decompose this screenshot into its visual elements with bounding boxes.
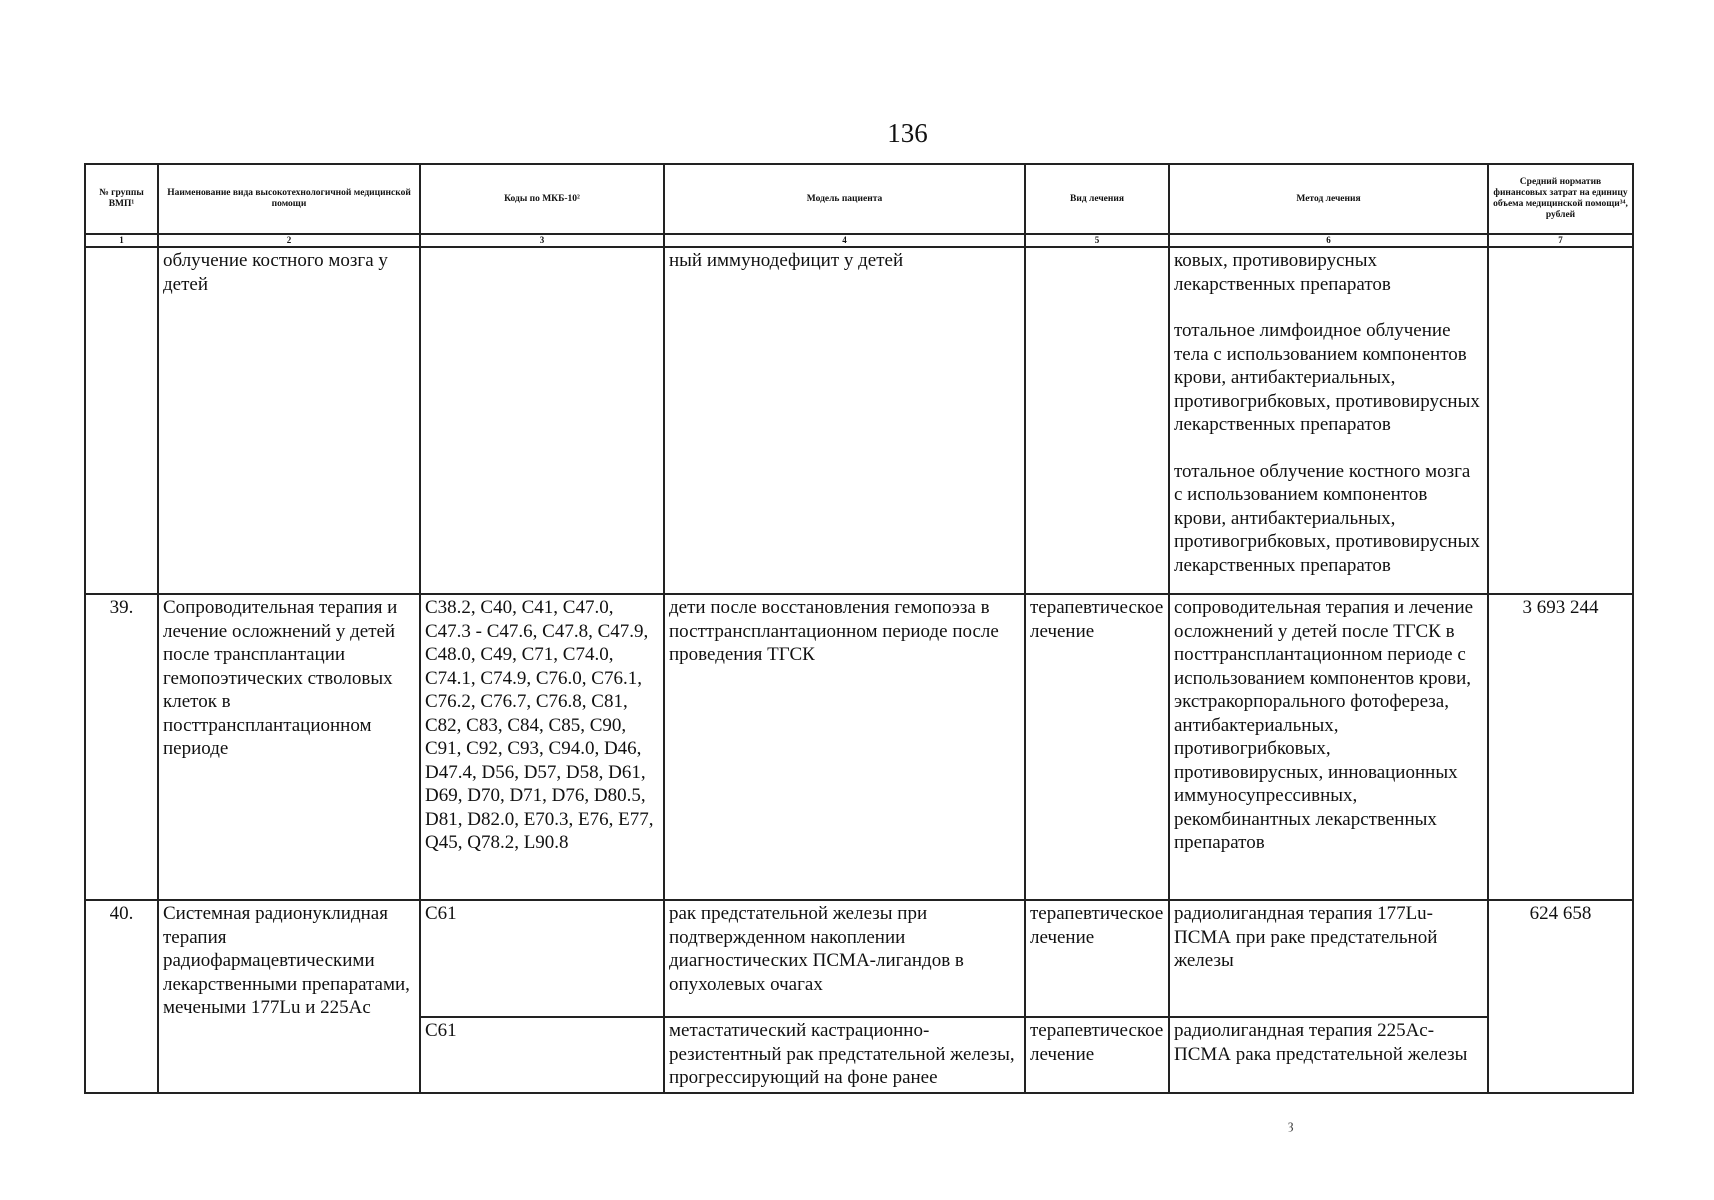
column-number-row [85,234,1633,247]
table-row [85,247,1633,594]
method-paragraph: сопроводительная терапия и лечение осложнений у детей после ТГСК в посттрансплантационном периоде с использованием компонентов крови, экстракорпорального фотофереза, антибактериальных, противогрибковых, противовирусных, инновационных иммуносупрессивных, рекомбинантных лекарственных препаратов [1174,597,1474,853]
treatment-type: терапевтическое лечение [1025,594,1169,900]
page-number: 136 [887,118,928,148]
treatment-method [1169,247,1488,594]
icd-codes: C61 [420,1017,664,1093]
column-number: 1 [85,234,158,247]
method-paragraph: радиолигандная терапия 177Lu-ПСМА при раке предстательной железы [1174,903,1438,971]
column-number: 5 [1025,234,1169,247]
table-row [85,900,1633,1017]
column-number: 4 [664,234,1025,247]
average-cost: 3 693 244 [1488,594,1633,900]
header-icd-codes: Коды по МКБ-10² [420,164,664,234]
column-number: 6 [1169,234,1488,247]
header-group-number: № группы ВМП¹ [85,164,158,234]
method-paragraph: радиолигандная терапия 225Ac-ПСМА рака предстательной железы [1174,1020,1468,1065]
scan-mark: ȝ [1288,1118,1294,1133]
table-header-row [85,164,1633,234]
treatment-method [1169,594,1488,900]
care-type-name: Системная радионуклидная терапия радиофармацевтическими лекарственными препаратами, мечеными 177Lu и 225Ac [158,900,420,1093]
icd-codes [420,247,664,594]
header-patient-model: Модель пациента [664,164,1025,234]
treatment-method [1169,1017,1488,1093]
table-row [85,594,1633,900]
patient-model: метастатический кастрационно-резистентный рак предстательной железы, прогрессирующий на фоне ранее [664,1017,1025,1093]
icd-codes: C38.2, C40, C41, C47.0, C47.3 - C47.6, C47.8, C47.9, C48.0, C49, C71, C74.0, C74.1, C74.9, C76.0, C76.1, C76.2, C76.7, C76.8, C81, C82, C83, C84, C85, C90, C91, C92, C93, C94.0, D46, D47.4, D56, D57, D58, D61, D69, D70, D71, D76, D80.5, D81, D82.0, E70.3, E76, E77, Q45, Q78.2, L90.8 [420,594,664,900]
patient-model: рак предстательной железы при подтвержденном накоплении диагностических ПСМА-лигандов в опухолевых очагах [664,900,1025,1017]
patient-model: ный иммунодефицит у детей [664,247,1025,594]
average-cost [1488,247,1633,594]
column-number: 7 [1488,234,1633,247]
method-paragraph: ковых, противовирусных лекарственных препаратов [1174,250,1391,295]
row-number: 39. [85,594,158,900]
column-number: 3 [420,234,664,247]
header-treatment-type: Вид лечения [1025,164,1169,234]
method-paragraph: тотальное облучение костного мозга с использованием компонентов крови, антибактериальных, противогрибковых, противовирусных лекарственных препаратов [1174,460,1480,576]
care-type-name: Сопроводительная терапия и лечение осложнений у детей после трансплантации гемопоэтических стволовых клеток в посттрансплантационном периоде [158,594,420,900]
header-average-cost: Средний норматив финансовых затрат на единицу объема медицинской помощи³⁴, рублей [1488,164,1633,234]
header-care-type-name: Наименование вида высокотехнологичной медицинской помощи [158,164,420,234]
patient-model: дети после восстановления гемопоэза в посттрансплантационном периоде после проведения ТГСК [664,594,1025,900]
row-number: 40. [85,900,158,1093]
care-type-name: облучение костного мозга у детей [158,247,420,594]
method-paragraph: тотальное лимфоидное облучение тела с использованием компонентов крови, антибактериальных, противогрибковых, противовирусных лекарственных препаратов [1174,320,1480,435]
treatment-type: терапевтическое лечение [1025,1017,1169,1093]
treatment-type: терапевтическое лечение [1025,900,1169,1017]
header-treatment-method: Метод лечения [1169,164,1488,234]
column-number: 2 [158,234,420,247]
average-cost: 624 658 [1488,900,1633,1093]
treatment-method [1169,900,1488,1017]
treatment-type [1025,247,1169,594]
icd-codes: C61 [420,900,664,1017]
vmp-table [84,163,1634,1094]
row-number [85,247,158,594]
